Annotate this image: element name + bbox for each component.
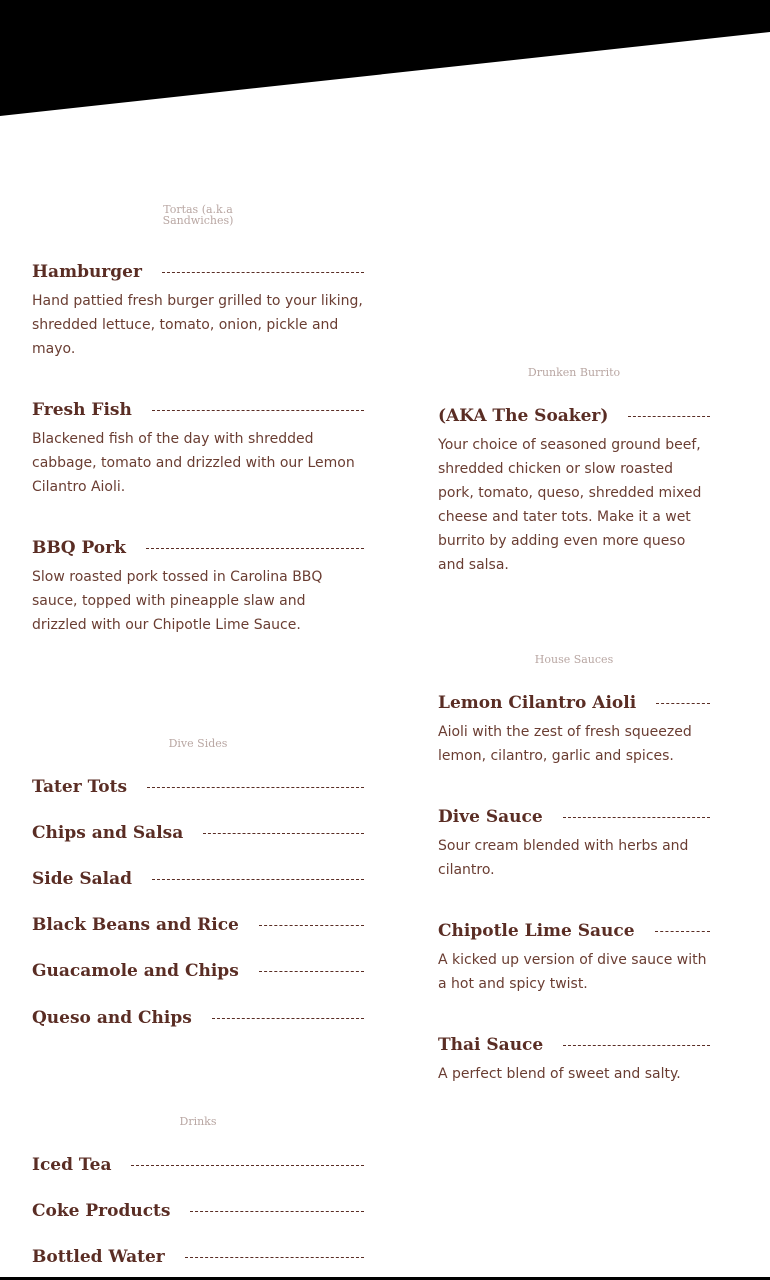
menu-item bbox=[438, 921, 710, 996]
section-title-burrito: Drunken Burrito bbox=[527, 366, 621, 379]
leader-line bbox=[656, 703, 710, 704]
item-name-hamburger: Hamburger bbox=[32, 262, 142, 282]
leader-line bbox=[162, 272, 364, 273]
leader-line bbox=[147, 787, 364, 788]
menu-item bbox=[32, 262, 364, 361]
leader-line bbox=[655, 931, 710, 932]
item-name-side: Queso and Chips bbox=[32, 1008, 192, 1028]
menu-item bbox=[32, 1155, 364, 1175]
leader-line bbox=[185, 1257, 364, 1258]
item-name-side: Tater Tots bbox=[32, 777, 128, 797]
item-description: Blackened fish of the day with shredded cabbage, tomato and drizzled with our Lemon Cilantro Aioli. bbox=[32, 431, 355, 495]
item-name-soaker: (AKA The Soaker) bbox=[438, 406, 609, 426]
item-name-drink: Iced Tea bbox=[32, 1155, 112, 1175]
item-name-side: Chips and Salsa bbox=[32, 823, 184, 843]
leader-line bbox=[212, 1018, 364, 1019]
item-description: Hand pattied fresh burger grilled to your liking, shredded lettuce, tomato, onion, pickle and mayo. bbox=[32, 293, 363, 357]
menu-item bbox=[32, 869, 364, 889]
menu-item bbox=[438, 406, 710, 577]
header-banner bbox=[0, 0, 770, 120]
menu-item bbox=[32, 823, 364, 843]
item-name-side: Side Salad bbox=[32, 869, 133, 889]
item-name-drink: Coke Products bbox=[32, 1201, 171, 1221]
item-name-sauce: Thai Sauce bbox=[438, 1035, 544, 1055]
section-title-tortas: Tortas (a.k.a Sandwiches) bbox=[162, 203, 234, 227]
menu-item bbox=[32, 1201, 364, 1221]
leader-line bbox=[203, 833, 364, 834]
leader-line bbox=[190, 1211, 364, 1212]
sides-section bbox=[32, 738, 364, 749]
leader-line bbox=[152, 410, 364, 411]
leader-line bbox=[259, 971, 364, 972]
item-name-side: Guacamole and Chips bbox=[32, 961, 239, 981]
item-description: Sour cream blended with herbs and cilantro. bbox=[438, 838, 689, 878]
item-name-sauce: Chipotle Lime Sauce bbox=[438, 921, 635, 941]
menu-item bbox=[32, 400, 364, 499]
menu-item bbox=[438, 693, 710, 768]
item-name-sauce: Dive Sauce bbox=[438, 807, 543, 827]
leader-line bbox=[259, 925, 364, 926]
item-description: A perfect blend of sweet and salty. bbox=[438, 1066, 681, 1082]
item-name-fresh-fish: Fresh Fish bbox=[32, 400, 132, 420]
leader-line bbox=[563, 817, 710, 818]
leader-line bbox=[563, 1045, 710, 1046]
tortas-section bbox=[32, 204, 364, 226]
section-title-sauces: House Sauces bbox=[534, 653, 614, 666]
menu-item bbox=[438, 807, 710, 882]
item-description: Aioli with the zest of fresh squeezed lemon, cilantro, garlic and spices. bbox=[438, 724, 692, 764]
burrito-section bbox=[438, 367, 710, 378]
sauces-section bbox=[438, 654, 710, 665]
menu-item bbox=[32, 1008, 364, 1028]
menu-item bbox=[438, 1035, 710, 1086]
menu-item bbox=[32, 915, 364, 935]
item-name-side: Black Beans and Rice bbox=[32, 915, 239, 935]
item-description: Your choice of seasoned ground beef, shredded chicken or slow roasted pork, tomato, queso, shredded mixed cheese and tater tots. Make it a wet burrito by adding even more queso and salsa. bbox=[438, 437, 702, 573]
drinks-section bbox=[32, 1116, 364, 1127]
menu-item bbox=[32, 1247, 364, 1267]
menu-item bbox=[32, 961, 364, 981]
leader-line bbox=[152, 879, 364, 880]
section-title-drinks: Drinks bbox=[179, 1115, 217, 1128]
section-title-sides: Dive Sides bbox=[168, 737, 228, 750]
leader-line bbox=[146, 548, 364, 549]
item-description: A kicked up version of dive sauce with a hot and spicy twist. bbox=[438, 952, 707, 992]
menu-item bbox=[32, 538, 364, 637]
leader-line bbox=[628, 416, 710, 417]
item-name-drink: Bottled Water bbox=[32, 1247, 165, 1267]
menu-item bbox=[32, 777, 364, 797]
item-name-sauce: Lemon Cilantro Aioli bbox=[438, 693, 637, 713]
item-description: Slow roasted pork tossed in Carolina BBQ sauce, topped with pineapple slaw and drizzled with our Chipotle Lime Sauce. bbox=[32, 569, 323, 633]
leader-line bbox=[131, 1165, 364, 1166]
item-name-bbq-pork: BBQ Pork bbox=[32, 538, 126, 558]
